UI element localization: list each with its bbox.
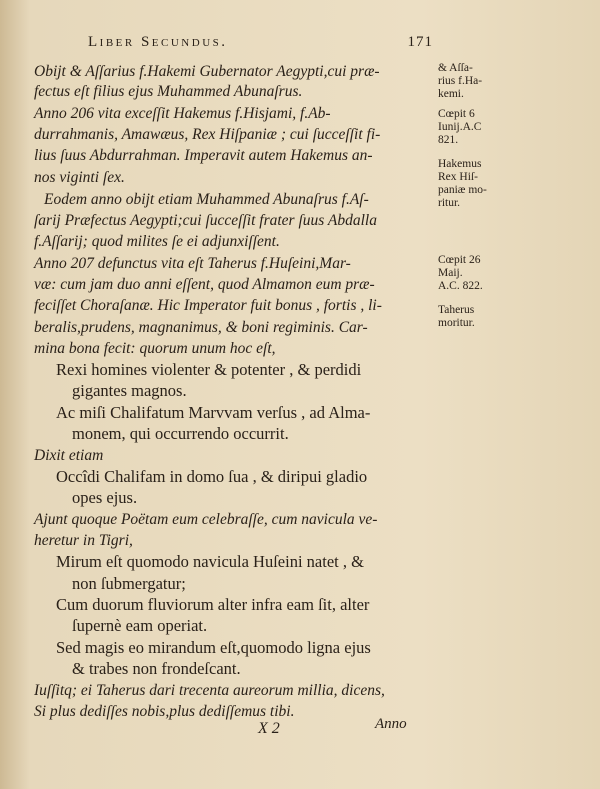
margin-note: 821. (438, 134, 459, 146)
text-line: lius ſuus Abdurrahman. Imperavit autem Hakemus an- (34, 147, 373, 164)
text-line: feciſſet Choraſanæ. Hic Imperator fuit bonus , fortis , li- (34, 297, 382, 314)
verse-line: gigantes magnos. (72, 381, 187, 400)
text-line: Ajunt quoque Poëtam eum celebraſſe, cum navicula ve- (34, 511, 378, 528)
verse-line: opes ejus. (72, 488, 138, 507)
text-line: væ: cum jam duo anni eſſent, quod Almamon eum præ- (34, 276, 375, 293)
text-line: Anno 207 defunctus vita eſt Taherus f.Huſeini,Mar- (34, 255, 351, 272)
verse-line: ſupernè eam operiat. (72, 616, 208, 635)
text-line: Si plus dediſſes nobis,plus dediſſemus tibi. (34, 703, 295, 720)
margin-note: & Aſſa- (438, 62, 473, 74)
text-line: Obijt & Aſſarius f.Hakemi Gubernator Aegypti,cui præ- (34, 63, 380, 80)
verse-line: Ac miſi Chalifatum Marvvam verſus , ad Alma- (56, 403, 371, 422)
margin-note: A.C. 822. (438, 280, 483, 292)
margin-note: Iunij.A.C (438, 121, 482, 133)
text-line: fectus eſt filius ejus Muhammed Abunaſrus. (34, 83, 303, 100)
verse-line: & trabes non frondeſcant. (72, 659, 241, 678)
margin-note: paniæ mo- (438, 184, 487, 196)
margin-note: moritur. (438, 317, 475, 329)
margin-note: Cœpit 26 (438, 254, 481, 266)
text-line: mina bona fecit: quorum unum hoc eſt, (34, 340, 276, 357)
margin-note: Cœpit 6 (438, 108, 475, 120)
text-line: Iuſſitq; ei Taherus dari trecenta aureorum millia, dicens, (34, 682, 385, 699)
text-line: ſarij Præfectus Aegypti;cui ſucceſſit frater ſuus Abdalla (34, 212, 377, 229)
margin-note: rius f.Ha- (438, 75, 483, 87)
text-line: heretur in Tigri, (34, 532, 133, 549)
page-number: 171 (407, 34, 433, 50)
margin-note: Rex Hiſ- (438, 171, 478, 183)
catchword: Anno (375, 716, 407, 732)
verse-line: Mirum eſt quomodo navicula Huſeini natet , & (56, 552, 364, 571)
text-line: Eodem anno obijt etiam Muhammed Abunaſrus f.Aſ- (44, 191, 369, 208)
text-line: f.Aſſarij; quod milites ſe ei adjunxiſſent. (34, 233, 280, 250)
margin-note: Hakemus (438, 158, 482, 170)
verse-line: Rexi homines violenter & potenter , & perdidi (56, 360, 362, 379)
text-line: beralis,prudens, magnanimus, & boni regiminis. Car- (34, 319, 368, 336)
verse-line: Occîdi Chalifam in domo ſua , & diripui gladio (56, 467, 368, 486)
margin-note: Taherus (438, 304, 475, 316)
margin-note: kemi. (438, 88, 464, 100)
signature-mark: X 2 (258, 720, 280, 737)
text-line: Dixit etiam (34, 447, 104, 464)
text-line: Anno 206 vita exceſſit Hakemus f.Hisjami, f.Ab- (34, 105, 331, 122)
margin-note: Maij. (438, 267, 463, 279)
text-line: nos viginti ſex. (34, 169, 125, 186)
margin-note: ritur. (438, 197, 461, 209)
verse-line: non ſubmergatur; (72, 574, 186, 593)
text-line: durrahmanis, Amawæus, Rex Hiſpaniæ ; cui ſucceſſit fi- (34, 126, 381, 143)
verse-line: Cum duorum fluviorum alter infra eam ſit, alter (56, 595, 370, 614)
running-header (88, 34, 433, 51)
verse-line: monem, qui occurrendo occurrit. (72, 424, 289, 443)
verse-line: Sed magis eo mirandum eſt,quomodo ligna ejus (56, 638, 371, 657)
running-title: Liber Secundus. (88, 34, 228, 50)
